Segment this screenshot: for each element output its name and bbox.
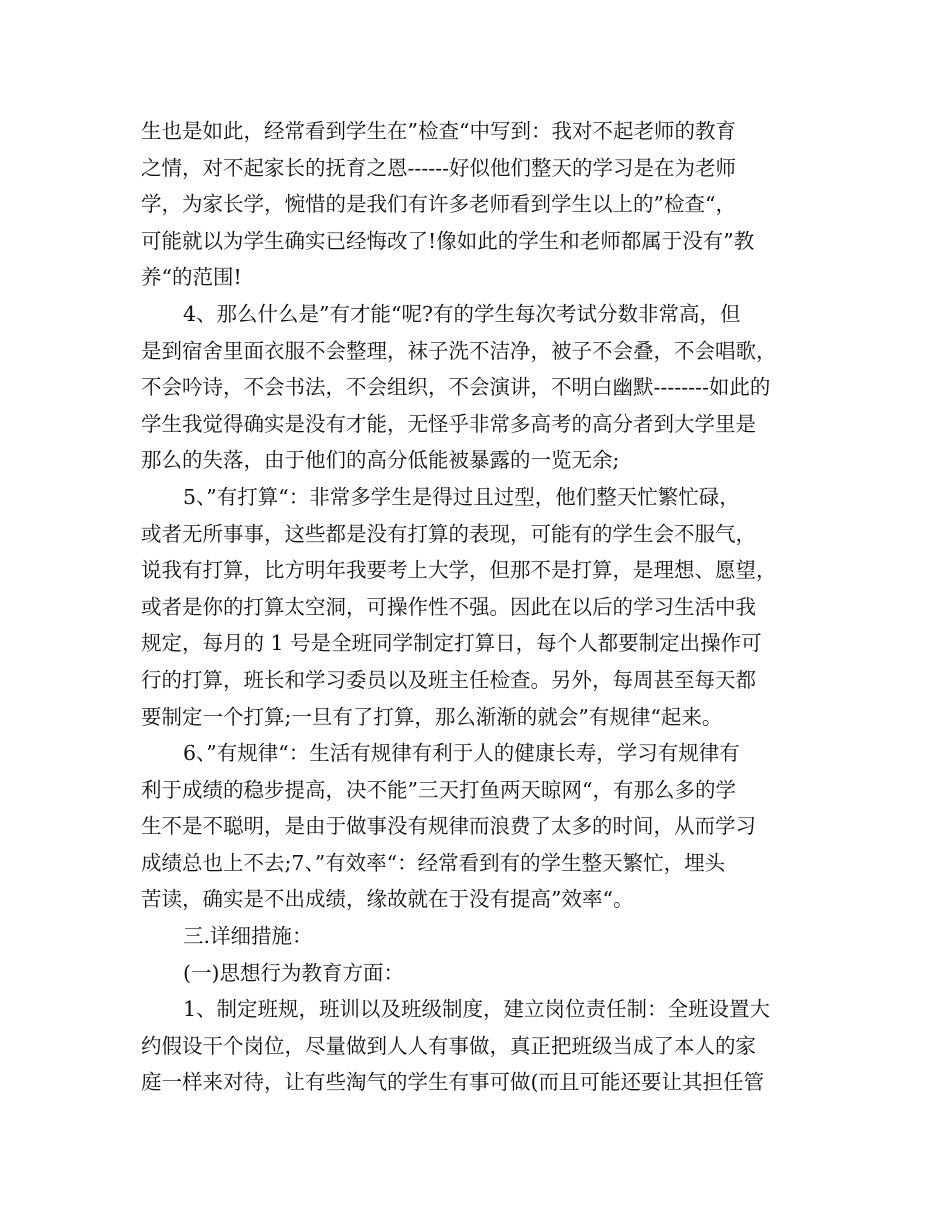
text-line: 学，为家长学，惋惜的是我们有许多老师看到学生以上的”检查“，	[141, 192, 736, 217]
text-line: 说我有打算，比方明年我要考上大学，但那不是打算，是理想、愿望，	[141, 558, 777, 583]
text-line: 不会吟诗，不会书法，不会组织，不会演讲，不明白幽默--------如此的	[141, 375, 771, 400]
text-line: 之情，对不起家长的抚育之恩------好似他们整天的学习是在为老师	[141, 155, 737, 180]
text-line: 养“的范围!	[141, 265, 242, 290]
text-line: 学生我觉得确实是没有才能，无怪乎非常多高考的高分者到大学里是	[141, 411, 756, 436]
text-line: 那么的失落，由于他们的高分低能被暴露的一览无余;	[141, 448, 620, 473]
text-line: 生也是如此，经常看到学生在”检查“中写到：我对不起老师的教育	[141, 119, 736, 143]
text-line: 利于成绩的稳步提高，决不能”三天打鱼两天晾网“，有那么多的学	[141, 777, 736, 802]
text-line: 要制定一个打算;一旦有了打算，那么渐渐的就会”有规律“起来。	[141, 704, 723, 729]
text-line: 生不是不聪明，是由于做事没有规律而浪费了太多的时间，从而学习	[141, 814, 756, 839]
text-line: 或者是你的打算太空洞，可操作性不强。因此在以后的学习生活中我	[141, 594, 756, 619]
text-line: 约假设干个岗位，尽量做到人人有事做，真正把班级当成了本人的家	[141, 1033, 756, 1058]
paragraph-5-start: 5、”有打算“：非常多学生是得过且过型，他们整天忙繁忙碌，	[183, 484, 740, 509]
subsection-heading: (一)思想行为教育方面：	[183, 960, 404, 985]
text-line: 行的打算，班长和学习委员以及班主任检查。另外，每周甚至每天都	[141, 667, 756, 692]
paragraph-4-start: 4、那么什么是”有才能“呢?有的学生每次考试分数非常高，但	[183, 301, 741, 326]
text-line: 成绩总也上不去;7、”有效率“：经常看到有的学生整天繁忙，埋头	[141, 850, 726, 875]
text-line: 庭一样来对待，让有些淘气的学生有事可做(而且可能还要让其担任管	[141, 1070, 764, 1095]
section-heading: 三.详细措施：	[183, 924, 313, 949]
paragraph-measure-1-start: 1、制定班规，班训以及班级制度，建立岗位责任制：全班设置大	[183, 997, 771, 1022]
text-line: 是到宿舍里面衣服不会整理，袜子洗不洁净，被子不会叠，不会唱歌，	[141, 338, 777, 363]
text-line: 或者无所事事，这些都是没有打算的表现，可能有的学生会不服气，	[141, 521, 756, 546]
text-line: 规定，每月的 1 号是全班同学制定打算日，每个人都要制定出操作可	[141, 631, 762, 656]
text-line: 苦读，确实是不出成绩，缘故就在于没有提高”效率“。	[141, 887, 634, 912]
paragraph-6-start: 6、”有规律“：生活有规律有利于人的健康长寿，学习有规律有	[183, 741, 740, 766]
text-line: 可能就以为学生确实已经悔改了!像如此的学生和老师都属于没有”教	[141, 228, 755, 253]
document-body	[141, 113, 811, 1101]
